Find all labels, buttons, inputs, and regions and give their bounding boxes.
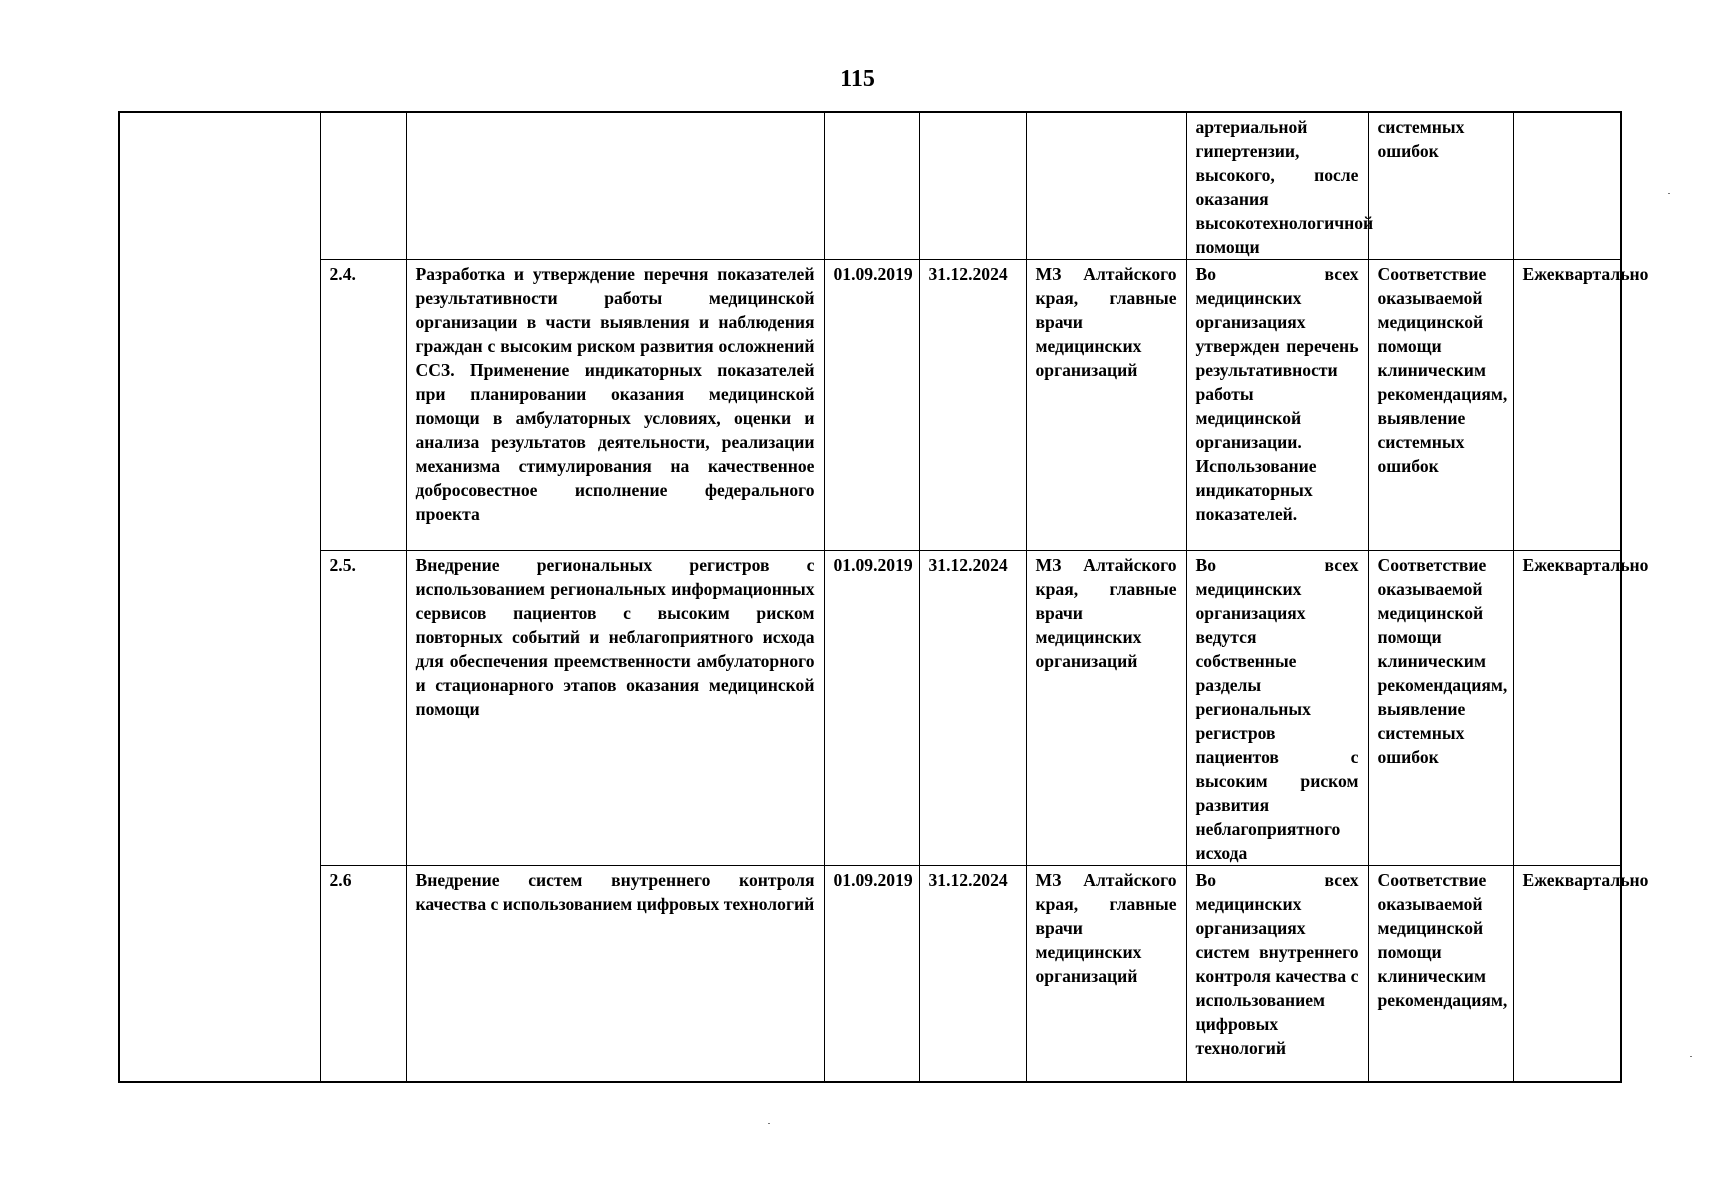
expected-result: артериальной гипертензии, высокого, после оказания высокотехнологичной помощи xyxy=(1186,112,1368,260)
expected-result: Во всех медицинских организациях утвержден перечень результативности работы медицинской организации. Использование индикаторных показателей. xyxy=(1186,260,1368,551)
effectiveness-criteria: Соответствие оказываемой медицинской помощи клиническим рекомендациям, xyxy=(1368,866,1513,1082)
end-date xyxy=(919,112,1026,260)
table-row-2-5 xyxy=(119,551,1621,866)
item-number: 2.4. xyxy=(320,260,406,551)
responsible-party: МЗ Алтайского края, главные врачи медицинских организаций xyxy=(1026,260,1186,551)
activity-description: Разработка и утверждение перечня показателей результативности работы медицинской организации в части выявления и наблюдения граждан с высоким риском развития осложнений ССЗ. Применение индикаторных показателей при планировании оказания медицинской помощи в амбулаторных условиях, оценки и анализа результатов деятельности, реализации механизма стимулирования на качественное добросовестное исполнение федерального проекта xyxy=(406,260,824,551)
responsible-party: МЗ Алтайского края, главные врачи медицинских организаций xyxy=(1026,866,1186,1082)
end-date: 31.12.2024 xyxy=(919,551,1026,866)
expected-result: Во всех медицинских организациях ведутся собственные разделы региональных регистров пациентов с высоким риском развития неблагоприятного исхода xyxy=(1186,551,1368,866)
end-date: 31.12.2024 xyxy=(919,866,1026,1082)
activity-plan-table xyxy=(118,111,1649,1083)
activity-description xyxy=(406,112,824,260)
start-date: 01.09.2019 xyxy=(824,260,919,551)
blank-first-column xyxy=(119,112,320,1082)
start-date: 01.09.2019 xyxy=(824,551,919,866)
page-number: 115 xyxy=(840,66,875,92)
table-row-continuation xyxy=(119,112,1621,260)
table-row-2-4 xyxy=(119,260,1621,551)
item-number: 2.5. xyxy=(320,551,406,866)
activity-description: Внедрение систем внутреннего контроля качества с использованием цифровых технологий xyxy=(406,866,824,1082)
expected-result: Во всех медицинских организациях систем внутреннего контроля качества с использованием цифровых технологий xyxy=(1186,866,1368,1082)
scan-speck xyxy=(1668,193,1670,194)
periodicity: Ежеквартально xyxy=(1513,260,1621,551)
periodicity: Ежеквартально xyxy=(1513,866,1621,1082)
start-date: 01.09.2019 xyxy=(824,866,919,1082)
table-row-2-6 xyxy=(119,866,1621,1082)
effectiveness-criteria: системных ошибок xyxy=(1368,112,1513,260)
responsible-party: МЗ Алтайского края, главные врачи медицинских организаций xyxy=(1026,551,1186,866)
effectiveness-criteria: Соответствие оказываемой медицинской помощи клиническим рекомендациям, выявление системных ошибок xyxy=(1368,551,1513,866)
scan-speck xyxy=(1690,1056,1692,1057)
responsible-party xyxy=(1026,112,1186,260)
end-date: 31.12.2024 xyxy=(919,260,1026,551)
scan-speck xyxy=(768,1123,770,1124)
periodicity xyxy=(1513,112,1621,260)
item-number xyxy=(320,112,406,260)
item-number: 2.6 xyxy=(320,866,406,1082)
effectiveness-criteria: Соответствие оказываемой медицинской помощи клиническим рекомендациям, выявление системных ошибок xyxy=(1368,260,1513,551)
periodicity: Ежеквартально xyxy=(1513,551,1621,866)
activity-description: Внедрение региональных регистров с использованием региональных информационных сервисов пациентов с высоким риском повторных событий и неблагоприятного исхода для обеспечения преемственности амбулаторного и стационарного этапов оказания медицинской помощи xyxy=(406,551,824,866)
start-date xyxy=(824,112,919,260)
